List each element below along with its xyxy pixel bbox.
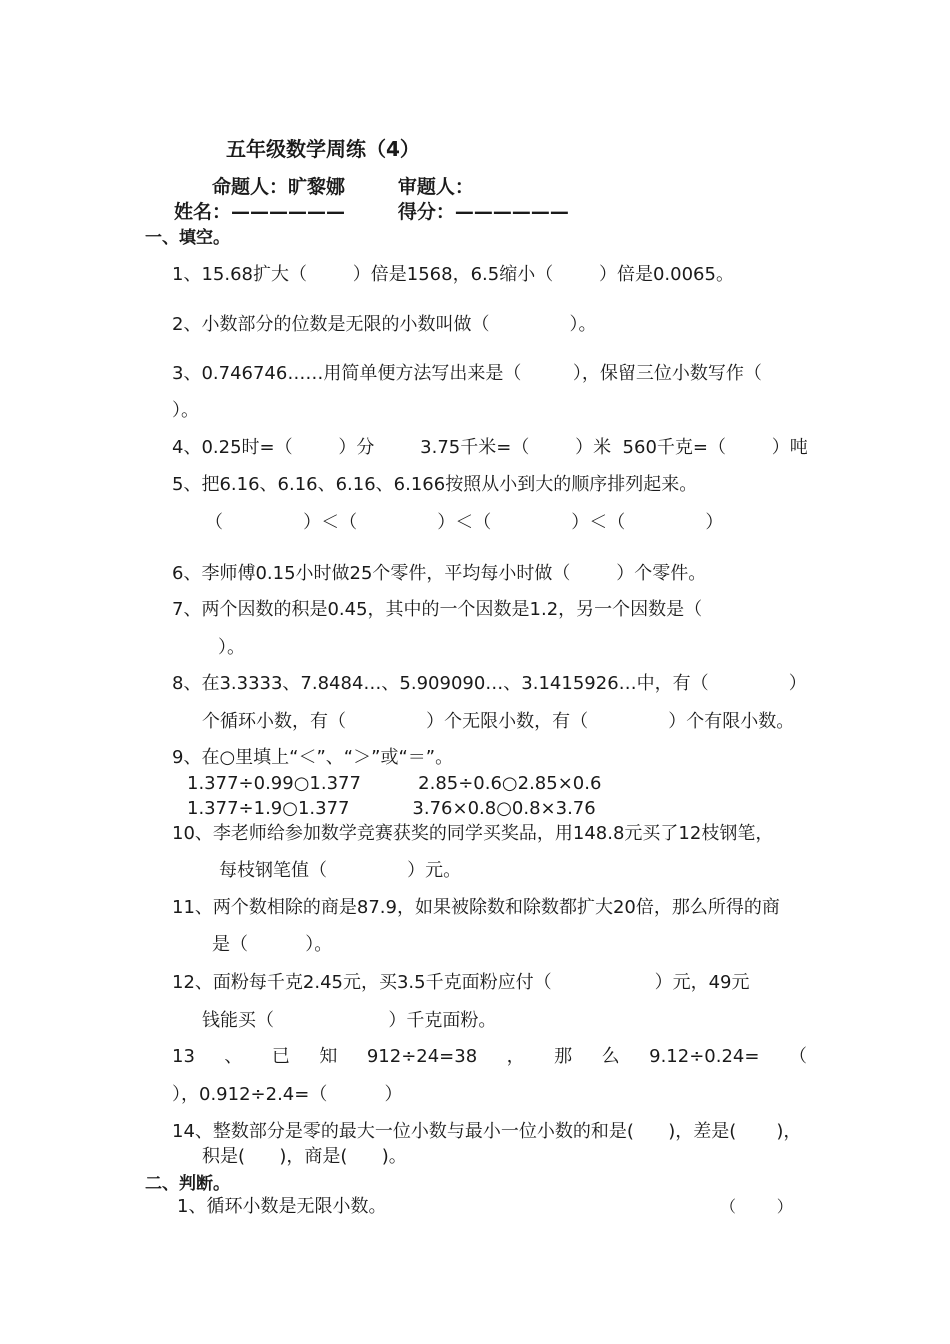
q13-part: 、	[224, 1046, 243, 1067]
judge-question-1-paren: （ ）	[720, 1197, 793, 1216]
q13-part: 知	[319, 1046, 338, 1067]
question-7-line1: 7、两个因数的积是0.45，其中的一个因数是1.2，另一个因数是（	[172, 599, 703, 620]
question-7-line2: ）。	[218, 637, 245, 658]
question-9: 9、在○里填上“＜”、“＞”或“＝”。	[172, 747, 454, 768]
q13-part: 么	[601, 1046, 620, 1067]
q13-part: 13	[172, 1046, 195, 1067]
question-14-line1: 14、整数部分是零的最大一位小数与最小一位小数的和是( )，差是( )，	[172, 1121, 802, 1142]
q13-part: 912÷24=38	[366, 1046, 478, 1067]
question-1: 1、15.68扩大（ ）倍是1568，6.5缩小（ ）倍是0.0065。	[172, 264, 734, 285]
section-fill-title: 一、填空。	[145, 228, 230, 248]
question-13-line2: ），0.912÷2.4=（ ）	[172, 1084, 403, 1105]
question-4: 4、0.25时=（ ）分 3.75千米=（ ）米 560千克=（ ）吨	[172, 437, 808, 458]
question-5-line2: （ ）＜（ ）＜（ ）＜（ ）	[205, 512, 724, 533]
authors-line: 命题人：旷黎娜 审题人：	[212, 176, 474, 198]
question-14-line2: 积是( )，商是( )。	[202, 1146, 407, 1167]
question-11-line1: 11、两个数相除的商是87.9，如果被除数和除数都扩大20倍，那么所得的商	[172, 897, 780, 918]
question-3-line1: 3、0.746746……用简单便方法写出来是（ ），保留三位小数写作（	[172, 363, 762, 384]
question-3-line2: ）。	[172, 400, 199, 421]
question-10-line2: 每枝钢笔值（ ）元。	[219, 860, 462, 881]
judge-question-1: 1、循环小数是无限小数。	[177, 1196, 387, 1217]
question-13-line1	[172, 1045, 807, 1069]
q13-part: 已	[271, 1046, 290, 1067]
q13-part: （	[788, 1046, 807, 1067]
q13-part: ，	[506, 1046, 525, 1067]
question-9-row1: 1.377÷0.99○1.377 2.85÷0.6○2.85×0.6	[187, 773, 602, 794]
question-5-line1: 5、把6.16、6.16、6.16、6.166按照从小到大的顺序排列起来。	[172, 474, 698, 495]
page-title: 五年级数学周练（4）	[226, 137, 420, 161]
question-2: 2、小数部分的位数是无限的小数叫做（ ）。	[172, 314, 597, 335]
section-judge-title: 二、判断。	[145, 1174, 230, 1194]
q13-part: 9.12÷0.24=	[649, 1046, 760, 1067]
q13-part: 那	[554, 1046, 573, 1067]
question-6: 6、李师傅0.15小时做25个零件，平均每小时做（ ）个零件。	[172, 563, 707, 584]
question-11-line2: 是（ ）。	[212, 934, 333, 955]
question-8-line1: 8、在3.3333、7.8484…、5.909090…、3.1415926…中，有（ ）	[172, 673, 807, 694]
question-10-line1: 10、李老师给参加数学竞赛获奖的同学买奖品，用148.8元买了12枝钢笔，	[172, 823, 774, 844]
question-12-line2: 钱能买（ ）千克面粉。	[202, 1010, 497, 1031]
question-12-line1: 12、面粉每千克2.45元，买3.5千克面粉应付（ ）元，49元	[172, 972, 750, 993]
name-score-line: 姓名：—————— 得分：——————	[174, 201, 569, 223]
question-8-line2: 个循环小数，有（ ）个无限小数，有（ ）个有限小数。	[202, 711, 795, 732]
question-9-row2: 1.377÷1.9○1.377 3.76×0.8○0.8×3.76	[187, 798, 596, 819]
